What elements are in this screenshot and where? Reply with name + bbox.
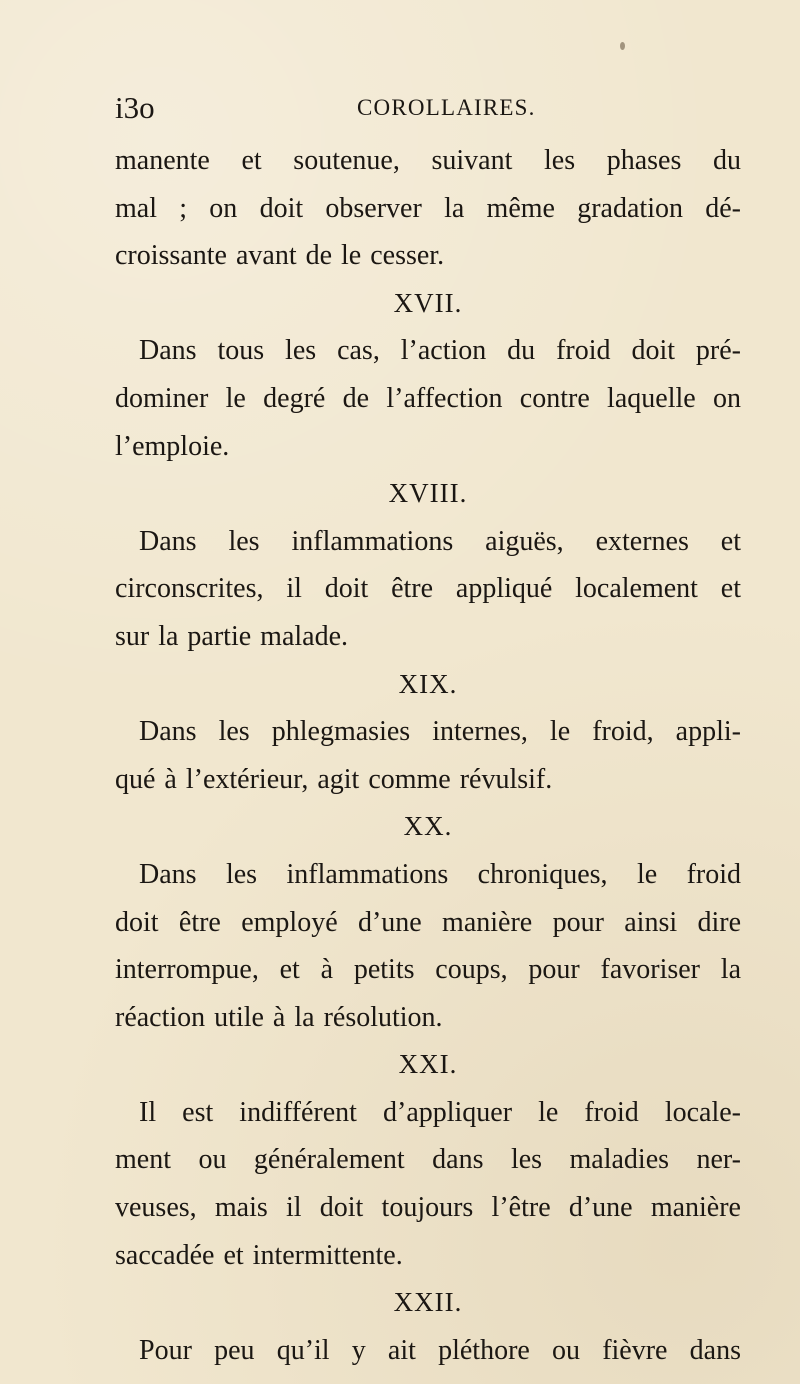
text-line: Dans les inflammations chroniques, le froid: [139, 858, 741, 890]
page-number: i3o: [115, 90, 155, 125]
page-header: [115, 88, 741, 128]
text-line: interrompue, et à petits coups, pour favoriser la: [115, 954, 741, 986]
ink-speck: [620, 42, 625, 50]
text-line: sur la partie malade.: [115, 620, 349, 652]
text-line: ment ou généralement dans les maladies ner-: [115, 1144, 741, 1176]
page-text: [115, 137, 741, 1374]
text-line: veuses, mais il doit toujours l’être d’une manière: [115, 1192, 741, 1224]
text-line: circonscrites, il doit être appliqué localement et: [115, 573, 741, 605]
text-line: doit être employé d’une manière pour ainsi dire: [115, 906, 741, 938]
section-heading: XXI.: [398, 1049, 458, 1080]
text-line: mal ; on doit observer la même gradation dé-: [115, 192, 741, 224]
text-line: saccadée et intermittente.: [115, 1239, 403, 1271]
text-line: l’emploie.: [115, 430, 230, 462]
section-heading: XIX.: [398, 668, 458, 699]
section-heading: XX.: [403, 811, 453, 842]
text-line: qué à l’extérieur, agit comme révulsif.: [115, 763, 553, 795]
text-line: manente et soutenue, suivant les phases du: [115, 145, 741, 176]
text-line: Dans les inflammations aiguës, externes et: [139, 525, 741, 557]
text-line: Il est indifférent d’appliquer le froid locale-: [139, 1096, 741, 1128]
text-line: Dans tous les cas, l’action du froid doit pré-: [139, 335, 741, 367]
running-head: COROLLAIRES.: [357, 95, 536, 120]
text-line: Dans les phlegmasies internes, le froid, appli-: [139, 716, 741, 748]
section-heading: XVII.: [393, 287, 463, 318]
text-line: croissante avant de le cesser.: [115, 240, 445, 272]
text-line: dominer le degré de l’affection contre laquelle on: [115, 382, 741, 414]
text-line: réaction utile à la résolution.: [115, 1001, 443, 1033]
text-line: Pour peu qu’il y ait pléthore ou fièvre dans: [139, 1334, 741, 1366]
section-heading: XXII.: [393, 1287, 463, 1318]
section-heading: XVIII.: [388, 478, 468, 509]
